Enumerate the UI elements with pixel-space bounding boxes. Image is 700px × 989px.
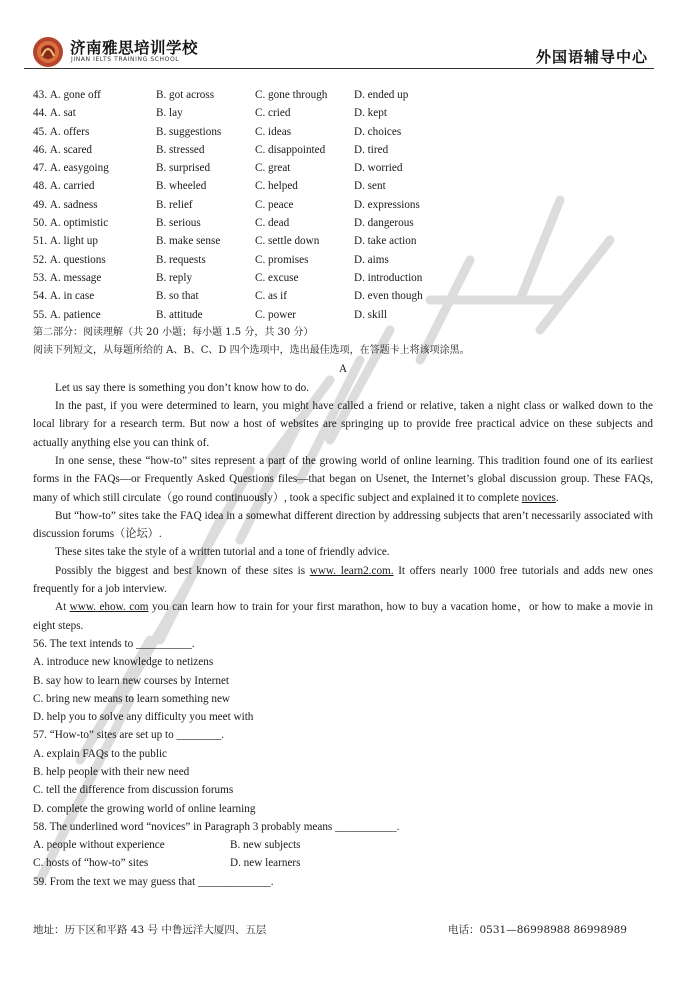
option-c: C. helped [255, 180, 298, 193]
option-c: C. excuse [255, 271, 299, 284]
option-a: A. sadness [49, 198, 98, 211]
question-number: 43. [33, 89, 47, 101]
option-a: A. questions [49, 253, 106, 266]
option-b: B. suggestions [156, 125, 222, 138]
paragraph-text: Possibly the biggest and best known of these sites is [55, 564, 310, 577]
answer-option: C. hosts of “how-to” sites [33, 857, 149, 870]
answer-option: B. new subjects [230, 839, 301, 852]
option-c: C. disappointed [255, 143, 326, 156]
option-row [33, 251, 653, 269]
paragraph-text: you can learn how to train for your first marathon, how to buy a vacation home，or how to make a movie in eight steps. [33, 601, 654, 632]
option-row [33, 141, 653, 159]
option-row [33, 287, 653, 305]
question-stem: 57. “How-to” sites are set up to ________. [33, 729, 225, 742]
question-stem: 58. The underlined word “novices” in Paragraph 3 probably means ___________. [33, 820, 400, 833]
option-b: B. wheeled [156, 180, 207, 193]
answer-option: A. explain FAQs to the public [33, 747, 168, 760]
cloze-options-table [33, 86, 653, 324]
option-b: B. lay [156, 107, 183, 120]
option-row [33, 123, 653, 141]
answer-option: A. introduce new knowledge to netizens [33, 656, 214, 669]
header-divider [24, 68, 654, 69]
option-a: A. carried [49, 180, 95, 193]
answer-option-row [33, 836, 653, 854]
question-number: 51. [33, 235, 47, 248]
option-row [33, 177, 653, 195]
page-header [24, 34, 654, 68]
question-number: 53. [33, 271, 47, 284]
option-b: B. relief [156, 198, 193, 211]
brand-name-cn: 济南雅思培训学校 [70, 39, 199, 57]
option-row [33, 214, 653, 232]
answer-option-row [33, 854, 653, 872]
option-d: D. ended up [354, 89, 409, 101]
footer-phone: 电话：0531—86998988 86998989 [448, 924, 627, 936]
answer-option: A. people without experience [33, 839, 165, 852]
option-a: A. optimistic [49, 217, 109, 230]
option-b: B. requests [156, 253, 206, 266]
question-stem: 59. From the text we may guess that _____________. [33, 875, 274, 888]
passage-paragraph: But “how-to” sites take the FAQ idea in a somewhat different direction by addressing subjects that aren’t necessarily associated with discussion forums（论坛）. [33, 509, 653, 541]
question-number: 48. [33, 180, 47, 193]
answer-option: B. say how to learn new courses by Internet [33, 674, 230, 687]
option-a: A. gone off [49, 89, 101, 101]
option-c: C. as if [255, 290, 288, 303]
option-c: C. gone through [255, 89, 328, 101]
option-a: A. sat [49, 107, 76, 120]
option-d: D. sent [354, 180, 386, 193]
answer-option: C. bring new means to learn something new [33, 692, 230, 705]
option-b: B. serious [156, 217, 201, 230]
option-row [33, 269, 653, 287]
option-d: D. even though [354, 290, 423, 303]
underlined-word: novices [521, 491, 556, 504]
page-content [33, 86, 653, 891]
option-c: C. great [255, 162, 291, 175]
question-number: 47. [33, 162, 47, 175]
passage-paragraph: These sites take the style of a written tutorial and a tone of friendly advice. [55, 546, 390, 559]
answer-option: B. help people with their new need [33, 765, 190, 778]
option-a: A. patience [49, 308, 101, 321]
option-b: B. reply [156, 271, 193, 284]
option-b: B. attitude [156, 308, 203, 321]
question-number: 44. [33, 107, 47, 120]
brand-name-en: JINAN IELTS TRAINING SCHOOL [71, 56, 180, 63]
option-c: C. power [255, 308, 297, 321]
answer-option: D. help you to solve any difficulty you meet with [33, 711, 254, 724]
option-row [33, 159, 653, 177]
question-number: 54. [33, 290, 47, 303]
question-number: 52. [33, 253, 47, 266]
passage-paragraph [33, 562, 653, 599]
option-d: D. introduction [354, 271, 423, 284]
center-title: 外国语辅导中心 [535, 48, 648, 66]
passage-paragraph [33, 452, 653, 507]
passage-paragraph: Let us say there is something you don’t know how to do. [55, 381, 309, 394]
option-c: C. promises [255, 253, 309, 266]
option-d: D. tired [354, 143, 389, 156]
option-b: B. so that [156, 290, 199, 303]
option-d: D. expressions [354, 198, 420, 211]
option-d: D. aims [354, 253, 389, 266]
option-d: D. worried [354, 162, 403, 175]
option-a: A. offers [49, 125, 90, 138]
option-a: A. in case [49, 290, 95, 303]
option-c: C. dead [255, 217, 290, 230]
footer-address: 地址：历下区和平路 43 号 中鲁远洋大厦四、五层 [33, 924, 267, 936]
passage-paragraph [33, 598, 653, 635]
paragraph-text: In one sense, these “how-to” sites represent a part of the growing world of online learning. This tradition found one of its earliest forms in the FAQs—or Frequently Asked Questions files—that began on Usenet, the Internet’s global discussion group. These FAQs, many of which still circulate（go round continuously）, took a specific subject and explained it to complete [33, 454, 653, 504]
answer-option: C. tell the difference from discussion forums [33, 784, 234, 797]
question-number: 55. [33, 308, 47, 321]
website-link: www. learn2.com. [309, 564, 394, 577]
website-link: www. ehow. com [69, 601, 149, 614]
option-b: B. stressed [156, 143, 205, 156]
option-b: B. surprised [156, 162, 211, 175]
question-number: 50. [33, 217, 47, 230]
answer-option: D. new learners [230, 857, 301, 870]
paragraph-text: . [555, 491, 559, 504]
answer-option: D. complete the growing world of online learning [33, 802, 256, 815]
question-number: 46. [33, 143, 47, 156]
option-b: B. got across [156, 89, 215, 101]
option-a: A. scared [49, 143, 93, 156]
option-a: A. message [49, 271, 102, 284]
option-a: A. light up [49, 235, 98, 248]
section-instruction: 阅读下列短文，从每题所给的 A、B、C、D 四个选项中，选出最佳选项，在答题卡上将该项涂黑。 [33, 345, 470, 357]
option-row [33, 104, 653, 122]
question-number: 45. [33, 125, 47, 138]
paragraph-text: At [55, 601, 70, 614]
option-row [33, 196, 653, 214]
question-number: 49. [33, 198, 47, 211]
option-b: B. make sense [156, 235, 221, 248]
option-d: D. kept [354, 107, 387, 120]
option-c: C. cried [255, 107, 291, 120]
section-title: 第二部分：阅读理解（共 20 小题；每小题 1.5 分，共 30 分） [33, 326, 314, 338]
option-d: D. skill [354, 308, 387, 321]
option-row [33, 232, 653, 250]
question-stem: 56. The text intends to __________. [33, 637, 195, 650]
option-d: D. dangerous [354, 217, 414, 230]
school-logo-icon [32, 36, 64, 68]
paragraph-text: It offers nearly 1000 free tutorials and adds new ones frequently for a job interview. [33, 564, 654, 596]
option-d: D. choices [354, 125, 402, 138]
option-row [33, 86, 653, 104]
option-a: A. easygoing [49, 162, 109, 175]
passage-paragraph: In the past, if you were determined to learn, you might have called a friend or relative, taken a night class or walked down to the local library for a research term. But now a host of websites are springing up to provide free practical advice on these subjects and actually anything else you can think of. [33, 400, 653, 449]
option-row [33, 306, 653, 324]
option-d: D. take action [354, 235, 417, 248]
passage-label: A [338, 363, 348, 376]
option-c: C. ideas [255, 125, 292, 138]
option-c: C. peace [255, 198, 294, 211]
option-c: C. settle down [255, 235, 320, 248]
